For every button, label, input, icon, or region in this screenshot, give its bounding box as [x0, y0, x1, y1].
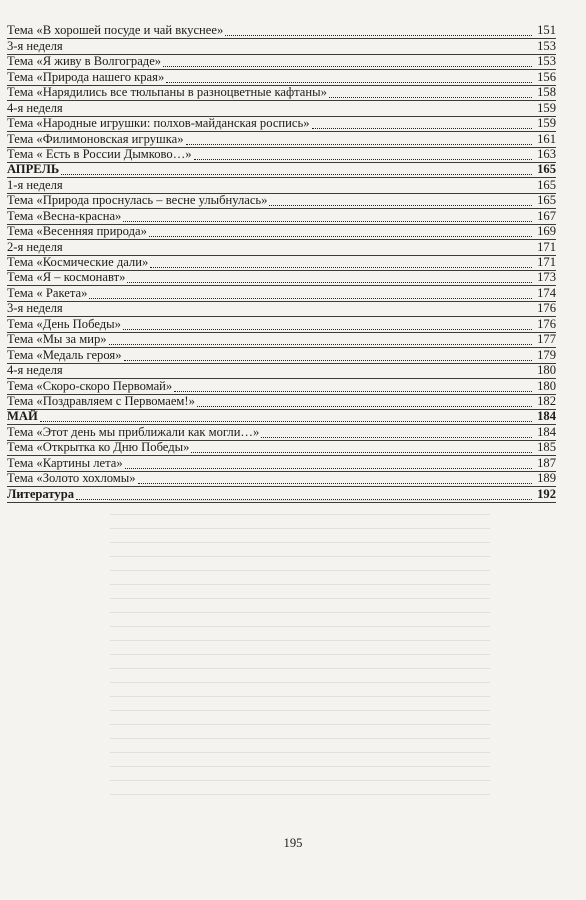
toc-entry [7, 317, 556, 332]
dot-leader [166, 81, 532, 83]
toc-entry [7, 410, 556, 425]
toc-entry-page: 184 [537, 409, 556, 424]
page-number: 195 [283, 836, 303, 850]
toc-entry [7, 194, 556, 209]
toc-entry [7, 132, 556, 147]
toc-entry-title: Тема «Природа нашего края» [7, 69, 165, 84]
dot-leader [194, 158, 532, 160]
table-of-contents [7, 24, 556, 503]
toc-entry [7, 39, 556, 54]
toc-entry [7, 364, 556, 379]
toc-entry-page: 159 [537, 116, 556, 131]
toc-entry-page: 151 [537, 23, 556, 38]
dot-leader [261, 436, 532, 438]
toc-entry-page: 180 [537, 378, 556, 393]
dot-leader [123, 328, 532, 330]
toc-entry-title: Литература [7, 486, 75, 501]
toc-entry [7, 240, 556, 255]
toc-entry-title: Тема «Нарядились все тюльпаны в разноцветные кафтаны» [7, 85, 327, 100]
toc-entry-title: Тема «Космические дали» [7, 255, 149, 269]
toc-entry-title: Тема «Весна-красна» [7, 208, 122, 223]
toc-entry-page: 179 [537, 347, 556, 362]
toc-entry [7, 302, 556, 317]
toc-entry-title: Тема « Ракета» [7, 285, 88, 300]
toc-entry-page: 187 [537, 455, 556, 470]
toc-entry-page: 159 [537, 100, 556, 115]
toc-entry [7, 86, 556, 101]
toc-entry-title: Тема «Я живу в Волгограде» [7, 54, 162, 69]
toc-entry [7, 163, 556, 178]
toc-entry-page: 167 [537, 208, 556, 223]
toc-entry-page: 182 [537, 393, 556, 408]
toc-entry [7, 101, 556, 116]
toc-entry [7, 256, 556, 271]
toc-entry [7, 487, 556, 502]
toc-entry-title: Тема «Золото хохломы» [7, 471, 136, 486]
toc-entry-title: 3-я неделя [7, 301, 63, 316]
toc-entry [7, 148, 556, 163]
toc-entry-page: 169 [537, 224, 556, 239]
dot-leader [76, 498, 532, 500]
toc-entry-page: 171 [537, 239, 556, 254]
toc-entry-page: 165 [537, 162, 556, 177]
bleed-through-texture [110, 500, 490, 800]
dot-leader [123, 220, 532, 222]
toc-entry-page: 165 [537, 193, 556, 208]
toc-entry-title: Тема «Этот день мы приближали как могли…» [7, 424, 260, 439]
toc-entry-page: 171 [537, 255, 556, 269]
toc-entry [7, 178, 556, 193]
dot-leader [40, 420, 532, 422]
toc-entry-page: 177 [537, 332, 556, 347]
toc-entry-title: Тема «Весенняя природа» [7, 224, 147, 239]
dot-leader [124, 359, 533, 361]
toc-entry-page: 158 [537, 85, 556, 100]
dot-leader [149, 235, 532, 237]
toc-entry-title: АПРЕЛЬ [7, 162, 60, 177]
toc-entry-page: 192 [537, 486, 556, 501]
toc-entry-page: 156 [537, 69, 556, 84]
toc-entry [7, 348, 556, 363]
toc-entry-title: 2-я неделя [7, 239, 63, 254]
dot-leader [125, 467, 532, 469]
toc-entry-title: Тема «Скоро-скоро Первомай» [7, 378, 173, 393]
toc-entry [7, 24, 556, 39]
toc-entry-page: 176 [537, 301, 556, 316]
toc-entry-title: Тема «Медаль героя» [7, 347, 122, 362]
dot-leader [186, 143, 532, 145]
toc-entry-page: 189 [537, 471, 556, 486]
dot-leader [197, 405, 532, 407]
dot-leader [329, 96, 532, 98]
dot-leader [127, 281, 532, 283]
toc-entry-title: Тема «Природа проснулась – весне улыбнулась» [7, 193, 268, 208]
toc-entry-page: 176 [537, 316, 556, 331]
toc-entry-title: Тема « Есть в России Дымково…» [7, 146, 192, 161]
toc-entry-title: Тема «Народные игрушки: полхов-майданская роспись» [7, 116, 310, 131]
dot-leader [225, 34, 532, 36]
toc-entry [7, 70, 556, 85]
toc-entry-title: Тема «День Победы» [7, 316, 121, 331]
toc-entry [7, 117, 556, 132]
dot-leader [150, 266, 532, 268]
toc-entry-title: Тема «Я – космонавт» [7, 270, 126, 285]
dot-leader [109, 343, 532, 345]
dot-leader [61, 173, 532, 175]
toc-entry [7, 456, 556, 471]
toc-entry-title: Тема «Картины лета» [7, 455, 123, 470]
toc-entry-title: 4-я неделя [7, 100, 63, 115]
toc-entry [7, 425, 556, 440]
toc-entry-title: Тема «Открытка ко Дню Победы» [7, 440, 190, 455]
dot-leader [312, 127, 532, 129]
toc-entry [7, 225, 556, 240]
dot-leader [163, 65, 532, 67]
toc-entry-title: Тема «Мы за мир» [7, 332, 107, 347]
dot-leader [174, 390, 532, 392]
toc-entry-title: 1-я неделя [7, 177, 63, 192]
toc-entry [7, 271, 556, 286]
toc-entry-page: 173 [537, 270, 556, 285]
toc-entry-page: 163 [537, 146, 556, 161]
toc-entry-page: 185 [537, 440, 556, 455]
toc-entry [7, 286, 556, 301]
toc-entry [7, 55, 556, 70]
toc-entry-page: 174 [537, 285, 556, 300]
toc-entry-page: 165 [537, 177, 556, 192]
toc-entry-page: 153 [537, 54, 556, 69]
toc-entry [7, 209, 556, 224]
toc-entry [7, 472, 556, 487]
dot-leader [269, 204, 532, 206]
toc-entry-title: Тема «В хорошей посуде и чай вкуснее» [7, 23, 224, 38]
toc-entry-title: МАЙ [7, 409, 38, 424]
toc-entry-title: 3-я неделя [7, 38, 63, 53]
toc-entry-page: 180 [537, 363, 556, 378]
dot-leader [191, 451, 532, 453]
toc-entry [7, 379, 556, 394]
toc-entry-title: 4-я неделя [7, 363, 63, 378]
toc-entry-page: 184 [537, 424, 556, 439]
toc-entry [7, 333, 556, 348]
toc-entry-title: Тема «Поздравляем с Первомаем!» [7, 393, 195, 408]
toc-entry-page: 161 [537, 131, 556, 146]
dot-leader [138, 482, 532, 484]
toc-entry-page: 153 [537, 38, 556, 53]
toc-entry [7, 395, 556, 410]
dot-leader [89, 297, 532, 299]
toc-entry [7, 441, 556, 456]
toc-entry-title: Тема «Филимоновская игрушка» [7, 131, 184, 146]
